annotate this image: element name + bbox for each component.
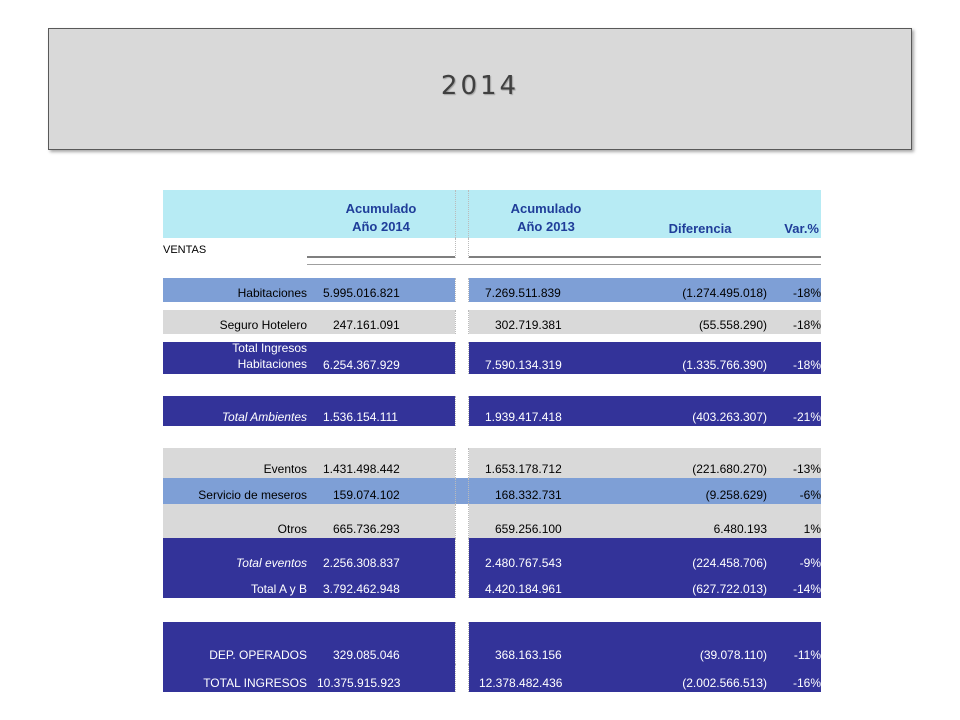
row-label: Seguro Hotelero bbox=[219, 318, 307, 332]
column-gap bbox=[455, 478, 469, 504]
column-gap bbox=[455, 572, 469, 598]
spacer-row bbox=[163, 258, 821, 278]
spacer-row bbox=[163, 302, 821, 310]
header-diferencia: Diferencia bbox=[668, 221, 732, 236]
table-row bbox=[163, 478, 821, 504]
value-2013: 659.256.100 bbox=[495, 522, 562, 536]
table-row bbox=[163, 310, 821, 334]
row-label: Habitaciones bbox=[237, 286, 307, 300]
value-var: -18% bbox=[792, 286, 821, 300]
value-var: -13% bbox=[792, 462, 821, 476]
value-2014: 5.995.016.821 bbox=[323, 286, 400, 300]
table-row bbox=[163, 342, 821, 374]
value-2014: 159.074.102 bbox=[333, 488, 400, 502]
row-label bbox=[163, 342, 307, 374]
row-label: Servicio de meseros bbox=[198, 488, 307, 502]
table-row bbox=[163, 572, 821, 598]
value-2013: 1.939.417.418 bbox=[485, 410, 562, 424]
section-divider bbox=[307, 264, 821, 265]
value-2014: 665.736.293 bbox=[333, 522, 400, 536]
column-gap bbox=[455, 396, 469, 426]
value-diferencia: (1.335.766.390) bbox=[682, 358, 767, 372]
value-diferencia: (627.722.013) bbox=[692, 582, 767, 596]
row-label: Total eventos bbox=[236, 556, 307, 570]
header-year-2013-label: Año 2013 bbox=[517, 219, 575, 234]
value-2013: 168.332.731 bbox=[495, 488, 562, 502]
header-acumulado-2013 bbox=[469, 190, 623, 238]
value-var: 1% bbox=[803, 522, 821, 536]
column-gap bbox=[455, 504, 469, 538]
value-diferencia: (221.680.270) bbox=[692, 462, 767, 476]
value-diferencia: (403.263.307) bbox=[692, 410, 767, 424]
row-label: Total A y B bbox=[250, 582, 307, 596]
header-acumulado-label: Acumulado bbox=[510, 201, 582, 216]
section-label: VENTAS bbox=[163, 244, 207, 256]
table-row bbox=[163, 538, 821, 572]
value-2014: 1.536.154.111 bbox=[323, 410, 398, 424]
header-var-percent: Var.% bbox=[784, 221, 819, 236]
value-2014: 247.161.091 bbox=[333, 318, 400, 332]
value-diferencia: (55.558.290) bbox=[698, 318, 767, 332]
column-gap bbox=[455, 342, 469, 374]
row-label: DEP. OPERADOS bbox=[209, 648, 307, 662]
value-2014: 329.085.046 bbox=[333, 648, 400, 662]
spacer-row bbox=[163, 374, 821, 396]
column-gap bbox=[455, 190, 469, 238]
column-gap bbox=[455, 664, 469, 692]
table-row bbox=[163, 396, 821, 426]
value-2013: 2.480.767.543 bbox=[485, 556, 562, 570]
value-2013: 1.653.178.712 bbox=[485, 462, 562, 476]
value-var: -16% bbox=[792, 676, 821, 690]
column-gap bbox=[455, 238, 469, 258]
value-diferencia: 6.480.193 bbox=[713, 522, 767, 536]
row-label: Eventos bbox=[263, 462, 307, 476]
value-2014: 6.254.367.929 bbox=[323, 358, 400, 372]
value-diferencia: (39.078.110) bbox=[699, 648, 767, 662]
row-label-line1: Total Ingresos bbox=[232, 341, 307, 355]
value-2013: 12.378.482.436 bbox=[479, 676, 563, 690]
value-2013: 302.719.381 bbox=[495, 318, 562, 332]
spacer-row bbox=[163, 426, 821, 448]
value-2013: 7.590.134.319 bbox=[485, 358, 562, 372]
value-diferencia: (9.258.629) bbox=[705, 488, 767, 502]
value-2014: 2.256.308.837 bbox=[323, 556, 400, 570]
value-var: -11% bbox=[793, 648, 821, 662]
header-acumulado-label: Acumulado bbox=[345, 201, 417, 216]
value-2013: 7.269.511.839 bbox=[485, 286, 561, 300]
value-2014: 3.792.462.948 bbox=[323, 582, 400, 596]
column-gap bbox=[455, 310, 469, 334]
page-title: 2014 bbox=[440, 71, 520, 101]
value-var: -9% bbox=[799, 556, 821, 570]
value-2013: 4.420.184.961 bbox=[485, 582, 562, 596]
value-diferencia: (224.458.706) bbox=[692, 556, 767, 570]
value-2014: 10.375.915.923 bbox=[317, 676, 401, 690]
header-acumulado-2014 bbox=[307, 190, 455, 238]
spacer-row bbox=[163, 598, 821, 622]
column-gap bbox=[455, 538, 469, 572]
income-table bbox=[163, 190, 821, 692]
value-2013: 368.163.156 bbox=[495, 648, 562, 662]
column-gap bbox=[455, 622, 469, 664]
title-panel bbox=[48, 28, 912, 150]
value-var: -21% bbox=[792, 410, 821, 424]
column-gap bbox=[455, 278, 469, 302]
value-diferencia: (1.274.495.018) bbox=[682, 286, 767, 300]
value-var: -6% bbox=[799, 488, 821, 502]
table-row bbox=[163, 448, 821, 478]
section-row-ventas bbox=[163, 238, 821, 258]
table-row bbox=[163, 664, 821, 692]
row-label: TOTAL INGRESOS bbox=[203, 676, 307, 690]
value-var: -18% bbox=[792, 358, 821, 372]
header-year-2014-label: Año 2014 bbox=[352, 219, 410, 234]
table-row bbox=[163, 278, 821, 302]
row-label-line2: Habitaciones bbox=[237, 357, 307, 371]
value-2014: 1.431.498.442 bbox=[323, 462, 400, 476]
table-row bbox=[163, 622, 821, 664]
row-label: Total Ambientes bbox=[221, 410, 307, 424]
table-header-row bbox=[163, 190, 821, 238]
table-row bbox=[163, 504, 821, 538]
value-var: -14% bbox=[792, 582, 821, 596]
value-var: -18% bbox=[792, 318, 821, 332]
column-gap bbox=[455, 448, 469, 478]
row-label: Otros bbox=[277, 522, 307, 536]
value-diferencia: (2.002.566.513) bbox=[682, 676, 767, 690]
